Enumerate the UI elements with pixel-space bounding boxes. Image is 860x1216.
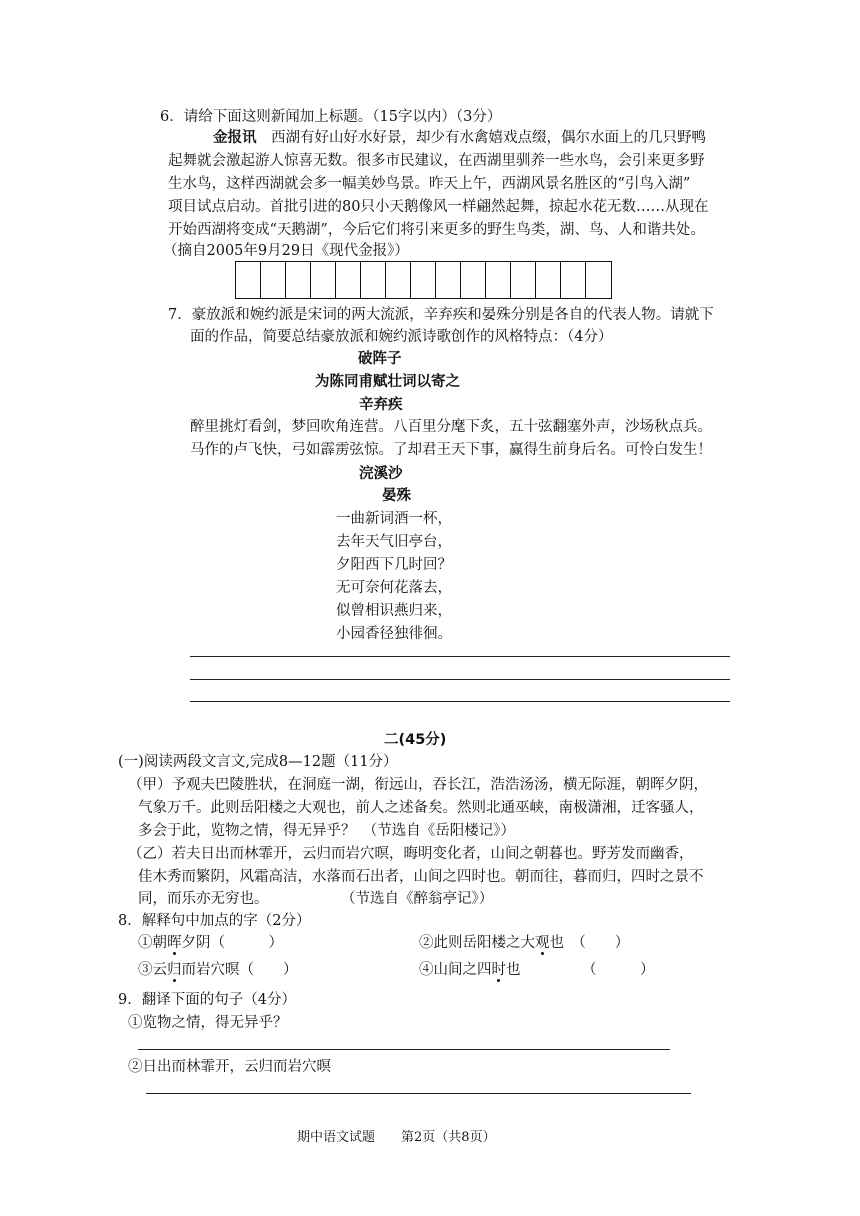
passage-jia-line3: 多会于此，览物之情，得无异乎？ （节选自《岳阳楼记》） (138, 823, 515, 839)
answer-box[interactable] (261, 262, 286, 298)
q8-item1-pre: ①朝 (138, 935, 167, 951)
q8-item4-dotted: 时 (491, 962, 506, 978)
answer-box[interactable] (411, 262, 436, 298)
poem1-line2: 马作的卢飞快，弓如霹雳弦惊。了却君王天下事，赢得生前身后名。可怜白发生！ (190, 442, 712, 458)
answer-box[interactable] (361, 262, 386, 298)
answer-line[interactable] (146, 1093, 691, 1094)
q9-item1: ①览物之情，得无异乎？ (128, 1015, 288, 1031)
q8-item4 (419, 960, 521, 980)
q6-news-line4: 项目试点启动。首批引进的80只小天鹅像风一样翩然起舞，掠起水花无数……从现在 (168, 199, 709, 215)
q8-item2-dotted: 观 (535, 935, 550, 951)
poem2-line: 去年天气旧亭台， (336, 534, 452, 550)
q8-item4-pre: ④山间之四 (419, 962, 492, 978)
poem2-line: 小园香径独徘徊。 (336, 626, 452, 642)
q9-item2: ②日出而林霏开，云归而岩穴暝 (128, 1059, 331, 1075)
answer-line[interactable] (190, 656, 730, 657)
passage-yi-line2: 佳木秀而繁阴，风霜高洁，水落而石出者，山间之四时也。朝而往，暮而归，四时之景不 (138, 869, 704, 885)
poem2-line: 夕阳西下几时回？ (336, 557, 452, 573)
answer-box[interactable] (286, 262, 311, 298)
q7-question-line1: 7．豪放派和婉约派是宋词的两大流派，辛弃疾和晏殊分别是各自的代表人物。请就下 (168, 307, 714, 323)
q6-source: （摘自2005年9月29日《现代金报》） (163, 243, 409, 259)
answer-box[interactable] (586, 262, 611, 298)
q9-question: 9．翻译下面的句子（4分） (118, 992, 296, 1008)
q6-news-line2: 起舞就会激起游人惊喜无数。很多市民建议，在西湖里驯养一些水鸟，会引来更多野 (168, 153, 705, 169)
q6-news-label: 金报讯 (213, 130, 257, 146)
answer-box[interactable] (461, 262, 486, 298)
q8-item4-blank[interactable]: （ ） (582, 962, 655, 978)
q8-item3-pre: ③云 (138, 962, 167, 978)
answer-box[interactable] (336, 262, 361, 298)
q8-item1 (138, 933, 283, 953)
answer-line[interactable] (190, 701, 730, 702)
q6-answer-grid[interactable] (235, 261, 612, 299)
q8-item3-dotted: 归 (167, 962, 182, 978)
answer-box[interactable] (511, 262, 536, 298)
passage-yi-line1: （乙）若夫日出而林霏开，云归而岩穴暝，晦明变化者，山间之朝暮也。野芳发而幽香， (128, 846, 694, 862)
section-heading: 二(45分) (384, 732, 447, 748)
answer-box[interactable] (386, 262, 411, 298)
section-intro: (一)阅读两段文言文,完成8—12题（11分） (118, 754, 398, 770)
q8-item3-post: 而岩穴暝（ ） (181, 962, 298, 978)
poem1-tune: 破阵子 (358, 351, 402, 367)
footer-page-info: 第2页（共8页） (401, 1130, 496, 1145)
poem1-author: 辛弃疾 (359, 397, 403, 413)
answer-line[interactable] (138, 1049, 670, 1050)
answer-box[interactable] (561, 262, 586, 298)
answer-box[interactable] (436, 262, 461, 298)
q8-item1-dotted: 晖 (167, 935, 182, 951)
answer-line[interactable] (190, 679, 730, 680)
q8-item2 (419, 933, 629, 953)
poem2-line: 一曲新词酒一杯， (336, 511, 452, 527)
q6-news-line1: 西湖有好山好水好景，却少有水禽嬉戏点缀，偶尔水面上的几只野鸭 (271, 130, 706, 146)
poem2-tune: 浣溪沙 (359, 466, 403, 482)
page-footer (297, 1128, 496, 1148)
q6-news-line5: 开始西湖将变成“天鹅湖”，今后它们将引来更多的野生鸟类，湖、鸟、人和谐共处。 (168, 222, 705, 238)
q6-news-line3: 生水鸟，这样西湖就会多一幅美妙鸟景。昨天上午，西湖风景名胜区的“引鸟入湖” (168, 176, 691, 192)
answer-box[interactable] (236, 262, 261, 298)
passage-jia-line1: （甲）予观夫巴陵胜状，在洞庭一湖，衔远山，吞长江，浩浩汤汤，横无际涯，朝晖夕阴， (128, 777, 708, 793)
q8-question: 8．解释句中加点的字（2分） (118, 913, 311, 929)
q8-item3 (138, 960, 298, 980)
poem2-author: 晏殊 (382, 488, 411, 504)
q8-item2-post: 也 （ ） (549, 935, 630, 951)
q6-news-paragraph (213, 128, 706, 148)
answer-box[interactable] (311, 262, 336, 298)
passage-jia-line2: 气象万千。此则岳阳楼之大观也，前人之述备矣。然则北通巫峡，南极潇湘，迁客骚人， (138, 800, 704, 816)
q7-question-line2: 面的作品，简要总结豪放派和婉约派诗歌创作的风格特点：（4分） (190, 329, 613, 345)
q8-item4-post: 也 (506, 962, 521, 978)
poem2-line: 无可奈何花落去， (336, 580, 452, 596)
poem1-title: 为陈同甫赋壮词以寄之 (315, 374, 460, 390)
poem2-line: 似曾相识燕归来， (336, 603, 452, 619)
q8-item2-pre: ②此则岳阳楼之大 (419, 935, 535, 951)
q6-question: 6．请给下面这则新闻加上标题。（15字以内）（3分） (160, 109, 502, 125)
footer-exam-name: 期中语文试题 (297, 1130, 376, 1145)
passage-yi-line3: 同，而乐亦无穷也。 （节选自《醉翁亭记》） (138, 891, 494, 907)
poem1-line1: 醉里挑灯看剑，梦回吹角连营。八百里分麾下炙，五十弦翻塞外声，沙场秋点兵。 (190, 419, 712, 435)
answer-box[interactable] (486, 262, 511, 298)
answer-box[interactable] (536, 262, 561, 298)
q8-item1-post: 夕阴（ ） (181, 935, 283, 951)
